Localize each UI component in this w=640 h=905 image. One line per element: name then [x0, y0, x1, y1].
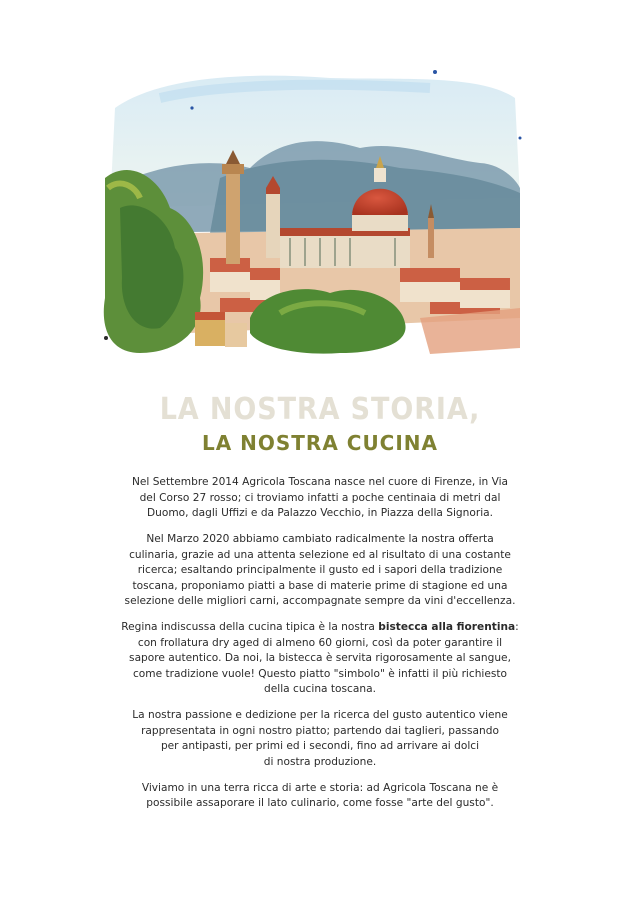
- paragraph-offer: [100, 532, 540, 610]
- text-line: possibile assaporare il lato culinario, come fosse "arte del gusto".: [146, 797, 494, 809]
- text-line: per antipasti, per primi ed i secondi, fino ad arrivare ai dolci: [160, 740, 480, 752]
- text-line: Nel Settembre 2014 Agricola Toscana nasce nel cuore di Firenze, in Via: [131, 476, 509, 488]
- paragraph-art: [100, 781, 540, 812]
- text-line: come tradizione vuole! Questo piatto "simbolo" è infatti il più richiesto: [132, 667, 508, 680]
- text-line: della cucina toscana.: [264, 683, 376, 695]
- title-line-1: LA NOSTRA STORIA,: [159, 392, 481, 427]
- text-line: di nostra produzione.: [263, 755, 377, 768]
- text-line: ricerca; esaltando principalmente il gusto ed i sapori della tradizione: [137, 564, 503, 576]
- story-text: [100, 475, 540, 822]
- text-line: [100, 620, 540, 636]
- paragraph-bistecca: [100, 620, 540, 698]
- text-line: Nel Marzo 2020 abbiamo cambiato radicalmente la nostra offerta: [146, 533, 494, 545]
- florence-watercolor-illustration: [100, 68, 530, 368]
- text-line: toscana, proponiamo piatti a base di materie prime di stagione ed una: [132, 579, 508, 592]
- text-line: selezione delle migliori carni, accompagnate sempre da vini d'eccellenza.: [124, 595, 516, 607]
- text-segment: Regina indiscussa della cucina tipica è la nostra: [121, 621, 379, 633]
- bistecca-highlight: bistecca alla fiorentina: [378, 621, 516, 633]
- title-line-2: LA NOSTRA CUCINA: [201, 431, 439, 455]
- text-line: culinaria, grazie ad una attenta selezione ed al risultato di una costante: [129, 548, 511, 561]
- paragraph-passion: [100, 708, 540, 770]
- text-line: rappresentata in ogni nostro piatto; partendo dai taglieri, passando: [141, 724, 499, 737]
- text-line: Duomo, dagli Uffizi e da Palazzo Vecchio, in Piazza della Signoria.: [146, 507, 494, 519]
- text-line: La nostra passione e dedizione per la ricerca del gusto autentico viene: [132, 709, 508, 721]
- text-line: Viviamo in una terra ricca di arte e storia: ad Agricola Toscana ne è: [141, 781, 499, 794]
- text-line: del Corso 27 rosso; ci troviamo infatti a poche centinaia di metri dal: [139, 491, 501, 504]
- text-line: con frollatura dry aged di almeno 60 giorni, così da poter garantire il: [137, 636, 503, 649]
- text-line: sapore autentico. Da noi, la bistecca è servita rigorosamente al sangue,: [129, 652, 511, 664]
- text-segment: :: [515, 621, 519, 633]
- paragraph-founding: [100, 475, 540, 522]
